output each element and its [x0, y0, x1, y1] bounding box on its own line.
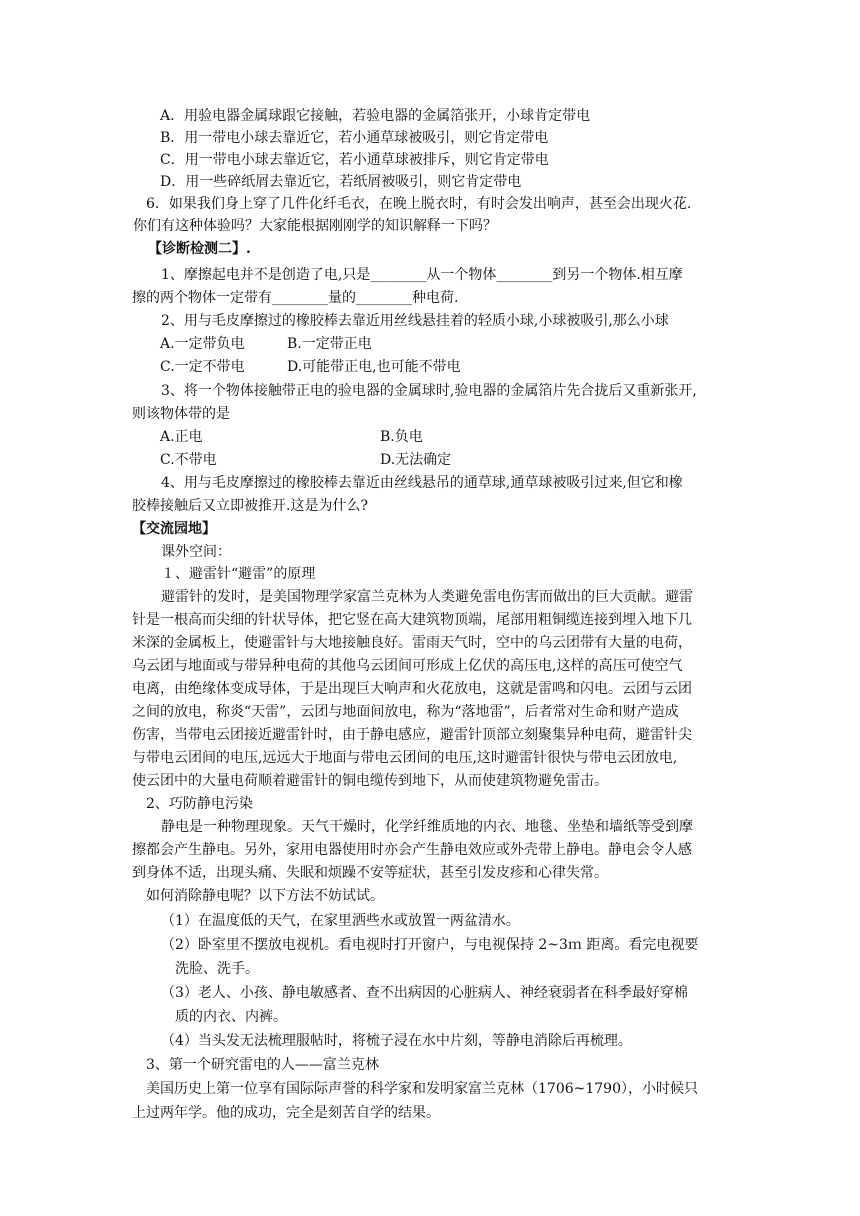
section-heading-diagnosis-2: 【诊断检测二】. [148, 241, 251, 257]
topic-1-paragraph-line: 使云团中的大量电荷顺着避雷针的铜电缆传到地下，从而使建筑物避免雷击。 [132, 773, 608, 789]
topic-2-paragraph-line: 静电是一种物理现象。天气干燥时，化学纤维质地的内衣、地毯、坐垫和墙纸等受到摩 [161, 819, 693, 835]
topic-1-paragraph-line: 与带电云团间的电压,远远大于地面与带电云团间的电压,这时避雷针很快与带电云团放电, [132, 750, 678, 766]
topic-3-paragraph-line: 上过两年学。他的成功，完全是刻苦自学的结果。 [132, 1105, 440, 1121]
diag-q2-option-d: D.可能带正电,也可能不带电 [287, 359, 461, 375]
diag-q2: 2、用与毛皮摩擦过的橡胶棒去靠近用丝线悬挂着的轻质小球,小球被吸引,那么小球 [161, 313, 669, 329]
diag-q3-option-a: A.正电 [160, 429, 203, 445]
question-6-line-2: 你们有这种体验吗？大家能根据刚刚学的知识解释一下吗？ [133, 218, 497, 234]
diag-q4-line-1: 4、用与毛皮摩擦过的橡胶棒去靠近由丝线悬吊的通草球,通草球被吸引过来,但它和橡 [161, 475, 683, 491]
topic-1-paragraph-line: 伤害，当带电云团接近避雷针时，由于静电感应，避雷针顶部立刻聚集异种电荷，避雷针尖 [132, 727, 692, 743]
topic-1-paragraph-line: 乌云团与地面或与带异种电荷的其他乌云团间可形成上亿伏的高压电,这样的高压可使空气 [132, 658, 683, 674]
topic-1-title: １、避雷针“避雷”的原理 [161, 566, 316, 582]
question-6-line-1: 6．如果我们身上穿了几件化纤毛衣，在晚上脱衣时，有时会发出响声，甚至会出现火花. [146, 196, 692, 212]
topic-2-tip: （3）老人、小孩、静电敏感者、查不出病因的心脏病人、神经衰弱者在科季最好穿棉 [161, 985, 688, 1001]
topic-2-title: 2、巧防静电污染 [146, 796, 253, 812]
topic-2-paragraph-line: 到身体不适，出现头痛、失眠和烦躁不安等症状，甚至引发皮疹和心律失常。 [132, 865, 608, 881]
diag-q2-option-a: A.一定带负电 [160, 336, 245, 352]
option-d: D．用一些碎纸屑去靠近它，若纸屑被吸引，则它肯定带电 [160, 174, 522, 190]
topic-1-paragraph-line: 米深的金属板上，使避雷针与大地接触良好。雷雨天气时，空中的乌云团带有大量的电荷， [132, 635, 692, 651]
topic-2-tip-continued: 质的内衣、内裤。 [175, 1009, 287, 1025]
diag-q1-line-2: 擦的两个物体一定带有________量的________种电荷. [132, 290, 459, 306]
option-a: A．用验电器金属球跟它接触，若验电器的金属箔张开，小球肯定带电 [160, 108, 591, 124]
diag-q2-option-b: B.一定带正电 [287, 336, 372, 352]
section-heading-exchange: 【交流园地】 [132, 521, 216, 537]
diag-q3-option-c: C.不带电 [160, 452, 217, 468]
diag-q1-line-1: 1、摩擦起电并不是创造了电,只是________从一个物体________到另一个物体.相互摩 [161, 267, 683, 283]
topic-1-paragraph-line: 针是一根高而尖细的针状导体，把它竖在高大建筑物顶端，尾部用粗铜缆连接到埋入地下几 [132, 612, 692, 628]
topic-3-title: 3、第一个研究雷电的人——富兰克林 [146, 1057, 379, 1073]
diag-q3-line-1: 3、将一个物体接触带正电的验电器的金属球时,验电器的金属箔片先合拢后又重新张开, [161, 383, 697, 399]
diag-q4-line-2: 胶棒接触后又立即被推开.这是为什么? [132, 498, 368, 514]
topic-1-paragraph-line: 电离，由绝缘体变成导体，于是出现巨大响声和火花放电，这就是雷鸣和闪电。云团与云团 [132, 681, 692, 697]
option-b: B．用一带电小球去靠近它，若小通草球被吸引，则它肯定带电 [160, 130, 549, 146]
topic-2-paragraph-line: 擦都会产生静电。另外，家用电器使用时亦会产生静电效应或外壳带上静电。静电会令人感 [132, 842, 692, 858]
option-c: C．用一带电小球去靠近它，若小通草球被排斥，则它肯定带电 [160, 152, 549, 168]
diag-q3-option-d: D.无法确定 [380, 452, 452, 468]
topic-2-tip-continued: 洗脸、洗手。 [175, 961, 259, 977]
topic-1-paragraph-line: 避雷针的发时，是美国物理学家富兰克林为人类避免雷电伤害而做出的巨大贡献。避雷 [161, 589, 693, 605]
topic-2-how-to: 如何消除静电呢？以下方法不妨试试。 [146, 888, 384, 904]
diag-q3-option-b: B.负电 [380, 429, 423, 445]
topic-2-tip: （4）当头发无法梳理服帖时，将梳子浸在水中片刻，等静电消除后再梳理。 [161, 1033, 632, 1049]
extra-space-label: 课外空间： [161, 544, 231, 560]
diag-q2-option-c: C.一定不带电 [160, 359, 245, 375]
topic-3-paragraph-line: 美国历史上第一位享有国际际声誉的科学家和发明家富兰克林（1706~1790），小时候只 [146, 1081, 698, 1097]
diag-q3-line-2: 则该物体带的是 [132, 406, 230, 422]
topic-2-tip: （2）卧室里不摆放电视机。看电视时打开窗户，与电视保持 2~3ｍ 距离。看完电视要 [161, 937, 699, 953]
topic-2-tip: （1）在温度低的天气，在家里洒些水或放置一两盆清水。 [161, 913, 520, 929]
topic-1-paragraph-line: 之间的放电，称炎“天雷”，云团与地面间放电，称为“落地雷”，后者常对生命和财产造成 [132, 704, 679, 720]
